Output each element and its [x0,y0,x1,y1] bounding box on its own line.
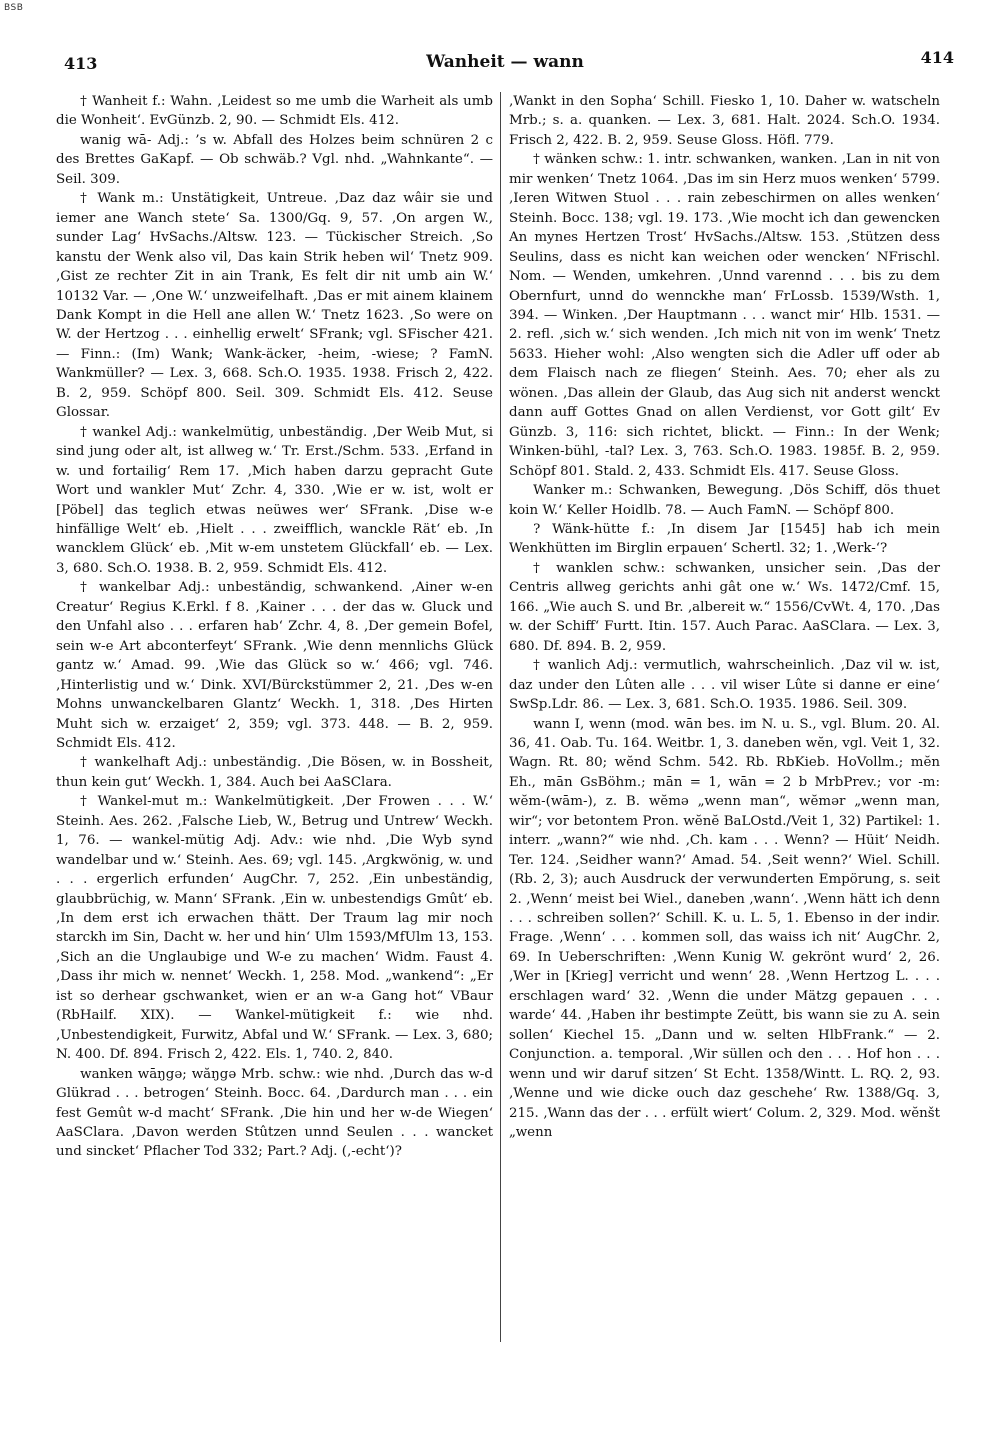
right-column [509,92,940,1142]
entry-wanken-continued: ‚Wankt in den Sopha‘ Schill. Fiesko 1, 10. Daher w. watscheln Mrb.; s. a. quanken. — Lex. 3, 681. Halt. 2024. Sch.O. 1934. Frisch 2, 422. B. 2, 959. Seuse Gloss. Höfl. 779. [509,94,940,148]
entry-wankelhaft: † wankelhaft Adj.: unbeständig. ‚Die Bösen, w. in Bossheit, thun kein gut‘ Weckh. 1, 384. Auch bei AaSClara. [56,755,493,790]
entry-wann: wann I, wenn (mod. wān bes. im N. u. S., vgl. Blum. 20. Al. 36, 41. Oab. Tu. 164. Weitbr. 1, 3. daneben wĕn, vgl. Veit 1, 32. Wagn. Rt. 80; wĕnd Schm. 542. Rb. RbKieb. HoVollm.; mĕn Eh., mān GsBöhm.; mān = 1, wān = 2 b MrbPrev.; vor -m: wĕm-(wām-), z. B. wĕmə „wenn man“, wĕmər „wenn man, wir“; vor betontem Pron. wĕnĕ BaLOstd./Veit 1, 32) Partikel: 1. interr. „wann?“ wie nhd. ‚Ch. kam . . . Wenn? — Hüit‘ Neidh. Ter. 124. ‚Seidher wann?‘ Amad. 54. ‚Seit wenn?‘ Wiel. Schill. (Rb. 2, 3); auch Ausdruck der verwunderten Empörung, s. seit 2. ‚Wenn‘ meist bei Wiel., daneben ‚wann‘. ‚Wenn hätt ich denn . . . schreiben sollen?‘ Schill. K. u. L. 5, 1. Ebenso in der indir. Frage. ‚Wenn‘ . . . kommen soll, das waiss ich nit‘ AugChr. 2, 69. In Ueberschriften: ‚Wenn Kunig W. gekrönt wurd‘ 2, 26. ‚Wer in [Krieg] verricht und wenn‘ 28. ‚Wenn Hertzog L. . . . erschlagen ward‘ 32. ‚Wenn die under Mätzg gepauen . . . warde‘ 44. ‚Haben ihr bestimpte Zeütt, bis wann sie zu A. sein sollen‘ Kiechel 15. „Dann und w. selten HlbFrank.“ — 2. Conjunction. a. temporal. ‚Wir süllen och den . . . Hof hon . . . wenn und wir daruf sitzen‘ St Echt. 1358/Wintt. L. RQ. 2, 93. ‚Wenne und wie dicke ouch daz geschehe‘ Rw. 1388/Gq. 3, 215. ‚Wann das der . . . erfült wiert‘ Colum. 2, 329. Mod. wĕnšt „wenn [509,716,940,1141]
entry-wanker: Wanker m.: Schwanken, Bewegung. ‚Dös Schiff, dös thuet koin W.‘ Keller Hoidlb. 78. — Auch FamN. — Schöpf 800. [509,483,940,518]
left-column [56,92,493,1162]
right-page-number: 414 [920,48,954,67]
entry-wanheit: † Wanheit f.: Wahn. ‚Leidest so me umb die Warheit als umb die Wonheit‘. EvGünzb. 2, 90. — Schmidt Els. 412. [56,94,493,129]
entry-wankel-mut: † Wankel-mut m.: Wankelmütigkeit. ‚Der Frowen . . . W.‘ Steinh. Aes. 262. ‚Falsche Lieb, W., Betrug und Untrew‘ Weckh. 1, 76. — wankel-mütig Adj. Adv.: wie nhd. ‚Die Wyb synd wandelbar und w.‘ Steinh. Aes. 69; vgl. 145. ‚Argkwönig, w. und . . . ergerlich erfunden‘ AugChr. 7, 252. ‚Ein unbeständig, glaubbrüchig, w. Mann‘ SFrank. ‚Ein w. unbestendigs Gmût‘ eb. ‚In dem erst ich erwachen thätt. Der Traum lag mir noch starckh im Sin, Dacht w. her und hin‘ Ulm 1593/MfUlm 13, 153. ‚Sich an die Unglaubige und W-e zu machen‘ Widm. Faust 4. ‚Dass ihr mich w. nennet‘ Weckh. 1, 258. Mod. „wankend“: „Er ist so derhear gschwanket, wien er an w-a Gang hot“ VBaur (RbHailf. XIX). — Wankel-mütigkeit f.: wie nhd. ‚Unbestendigkeit, Furwitz, Abfal und W.‘ SFrank. — Lex. 3, 680; N. 400. Df. 894. Frisch 2, 422. Els. 1, 740. 2, 840. [56,794,493,1063]
entry-wanklen: † wanklen schw.: schwanken, unsicher sein. ‚Das der Centris allweg gerichts anhi gât one w.‘ Ws. 1472/Cmf. 15, 166. „Wie auch S. und Br. ‚albereit w.“ 1556/CvWt. 4, 170. ‚Das w. der Schiff‘ Furtt. Itin. 157. Auch Parac. AaSClara. — Lex. 3, 680. Df. 894. B. 2, 959. [509,560,940,654]
entry-wankelbar: † wankelbar Adj.: unbeständig, schwankend. ‚Ainer w-en Creatur‘ Regius K.Erkl. f 8. ‚Kainer . . . der das w. Gluck und den Unfahl also . . . erfaren hab‘ Zchr. 4, 8. ‚Der gemein Bofel, sein w-e Art abconterfeyt‘ SFrank. ‚Wie denn mennlichs Glück gantz w.‘ Amad. 99. ‚Wie das Glück so w.‘ 466; vgl. 746. ‚Hinterlistig und w.‘ Dink. XVI/Bürckstümmer 2, 21. ‚Des w-en Mohns unwanckelbaren Glantz‘ Weckh. 1, 318. ‚Des Hirten Muht sich w. erzaiget‘ 2, 359; vgl. 373. 448. — B. 2, 959. Schmidt Els. 412. [56,580,493,751]
column-divider [500,92,501,1342]
entry-wankel: † wankel Adj.: wankelmütig, unbeständig. ‚Der Weib Mut, si sind jung oder alt, ist allweg w.‘ Tr. Erst./Schm. 533. ‚Erfand in w. und fortailig‘ Rem 17. ‚Mich haben darzu gepracht Gute Wort und wankler Mut‘ Zchr. 4, 330. ‚Wie er w. ist, wolt er [Pöbel] das teglich etwas neüwes wer‘ SFrank. ‚Dise w-e hinfällige Welt‘ eb. ‚Hielt . . . zweifflich, wanckle Rät‘ eb. ‚In wancklem Glück‘ eb. ‚Mit w-em unstetem Glückfall‘ eb. — Lex. 3, 680. Sch.O. 1938. B. 2, 959. Schmidt Els. 412. [56,424,493,576]
entry-wanig: wanig wā- Adj.: ’s w. Abfall des Holzes beim schnüren 2 c des Brettes GaKapf. — Ob schwäb.? Vgl. nhd. „Wahnkante“. — Seil. 309. [56,132,493,187]
entry-wanlich: † wanlich Adj.: vermutlich, wahrscheinlich. ‚Daz vil w. ist, daz under den Lûten alle . . . vil wiser Lûte si danne er eine‘ SwSp.Ldr. 86. — Lex. 3, 681. Sch.O. 1935. 1986. Seil. 309. [509,658,940,713]
entry-wanken: wanken wāŋgə; wăŋgə Mrb. schw.: wie nhd. ‚Durch das w-d Glükrad . . . betrogen‘ Steinh. Bocc. 64. ‚Dardurch man . . . ein fest Gemût w-d macht‘ SFrank. ‚Die hin und her w-de Wiegen‘ AaSClara. ‚Davon werden Stûtzen unnd Seulen . . . wancket und sincket‘ Pflacher Tod 332; Part.? Adj. (‚-echt‘)? [56,1066,493,1160]
library-stamp: BSB [4,3,24,13]
entry-waenk-huette: ? Wänk-hütte f.: ‚In disem Jar [1545] hab ich mein Wenkhütten im Birglin erpauen‘ Schertl. 32; 1. ‚Werk-‘? [509,521,940,557]
entry-waenken: † wänken schw.: 1. intr. schwanken, wanken. ‚Lan in nit von mir wenken‘ Tnetz 1064. ‚Das im sin Herz muos wenken‘ 5799. ‚Ieren Witwen Stuol . . . rain zebeschirmen on alles wenken‘ Steinh. Bocc. 138; vgl. 19. 173. ‚Wie mocht ich dan gewencken An mynes Hertzen Trost‘ HvSachs./Altsw. 153. ‚Stützen dess Seulins, dass es nicht kan weichen oder wencken‘ NFrischl. Nom. — Wenden, umkehren. ‚Unnd varennd . . . bis zu dem Obernfurt, unnd do wennckhe man‘ FrLossb. 1539/Wsth. 1, 394. — Winken. ‚Der Hauptmann . . . wanct mir‘ Hlb. 1531. — 2. refl. ‚sich w.‘ sich wenden. ‚Ich mich nit von im wenk‘ Tnetz 5633. Hieher wohl: ‚Also wengten sich die Adler uff oder ab dem Flaisch nach ze fliegen‘ Steinh. Aes. 70; eher als zu wönen. ‚Das allein der Glaub, das Aug sich nit anderst wenckt dann auff Gottes Gnad on allen Verdienst, vor Gott gilt‘ Ev Günzb. 3, 116: sich richtet, blickt. — Finn.: In der Wenk; Winken-bühl, -tal? Lex. 3, 763. Sch.O. 1983. 1985f. B. 2, 959. Schöpf 801. Stald. 2, 433. Schmidt Els. 417. Seuse Gloss. [509,152,940,479]
running-title: Wanheit — wann [426,52,584,72]
left-page-number: 413 [64,54,98,73]
entry-wank: † Wank m.: Unstätigkeit, Untreue. ‚Daz daz wâir sie und iemer ane Wanch stete‘ Sa. 1300/Gq. 9, 57. ‚On argen W., sunder Lag‘ HvSachs./Altsw. 123. — Tückischer Streich. ‚So kanstu der Wenk also vil, Das kain Strik heben wil‘ Tnetz 909. ‚Gist ze rechter Zit in ain Trank, Es felt dir nit umb ain W.‘ 10132 Var. — ‚One W.‘ unzweifelhaft. ‚Das er mit ainem klainem Dank Kompt in die Hell ane allen W.‘ Tnetz 1623. ‚So were on W. der Hertzog . . . einhellig erwelt‘ SFrank; vgl. SFischer 421. — Finn.: (Im) Wank; Wank-äcker, -heim, -wiese; ? FamN. Wankmüller? — Lex. 3, 668. Sch.O. 1935. 1938. Frisch 2, 422. B. 2, 959. Schöpf 800. Seil. 309. Schmidt Els. 412. Seuse Glossar. [56,191,493,421]
running-header [40,48,970,78]
